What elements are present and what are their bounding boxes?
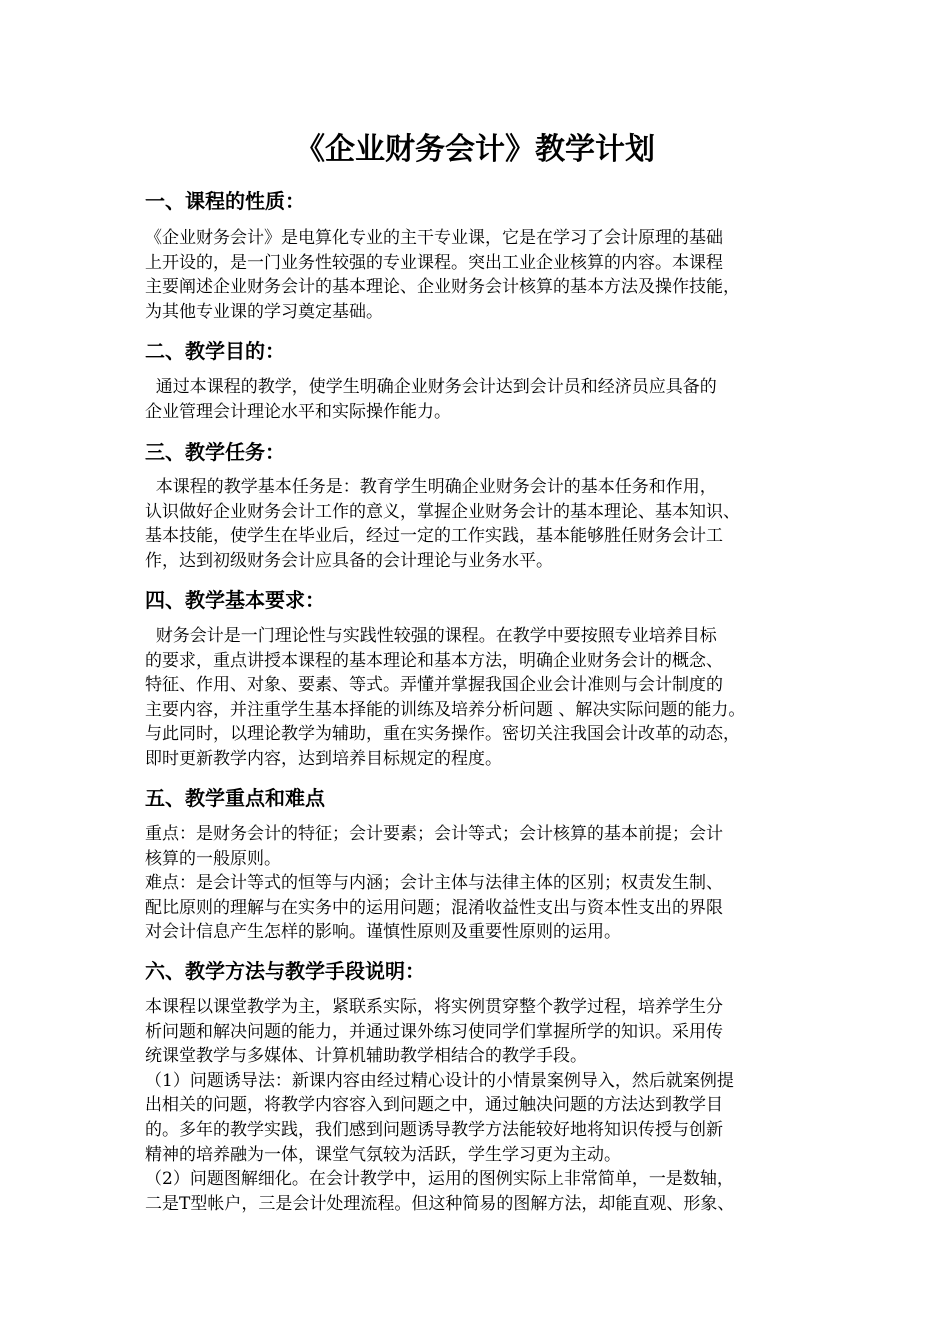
text-line: 配比原则的理解与在实务中的运用问题；混淆收益性支出与资本性支出的界限 <box>145 897 723 918</box>
text-line: 与此同时，以理论教学为辅助，重在实务操作。密切关注我国会计改革的动态， <box>145 724 740 745</box>
text-line: 主要内容，并注重学生基本择能的训练及培养分析问题 、解决实际问题的能力。 <box>145 699 746 720</box>
section-heading-requirements: 四、教学基本要求： <box>145 588 325 612</box>
section-body-requirements <box>145 624 825 772</box>
text-line: 对会计信息产生怎样的影响。谨慎性原则及重要性原则的运用。 <box>145 922 621 943</box>
text-line: 通过本课程的教学，使学生明确企业财务会计达到会计员和经济员应具备的 <box>145 377 717 397</box>
text-line: 核算的一般原则。 <box>145 848 281 869</box>
text-line: 认识做好企业财务会计工作的意义，掌握企业财务会计的基本理论、基本知识、 <box>145 501 740 522</box>
text-line: （2）问题图解细化。在会计教学中，运用的图例实际上非常简单，一是数轴， <box>145 1169 734 1190</box>
text-line: 统课堂教学与多媒体、计算机辅助教学相结合的教学手段。 <box>145 1046 587 1067</box>
text-line: 本课程的教学基本任务是：教育学生明确企业财务会计的基本任务和作用， <box>145 477 717 497</box>
text-line: 基本技能，使学生在毕业后，经过一定的工作实践，基本能够胜任财务会计工 <box>145 526 723 547</box>
text-line: （1）问题诱导法：新课内容由经过精心设计的小情景案例导入，然后就案例提 <box>145 1070 734 1091</box>
section-heading-key-points: 五、教学重点和难点 <box>145 786 325 810</box>
text-line: 特征、作用、对象、要素、等式。弄懂并掌握我国企业会计准则与会计制度的 <box>145 675 723 696</box>
section-heading-purpose: 二、教学目的： <box>145 339 285 363</box>
text-line: 出相关的问题，将教学内容容入到问题之中，通过触决问题的方法达到教学目 <box>145 1095 723 1116</box>
text-line: 的。多年的教学实践，我们感到问题诱导教学方法能较好地将知识传授与创新 <box>145 1119 723 1140</box>
text-line: 二是T型帐户，三是会计处理流程。但这种简易的图解方法，却能直观、形象、 <box>145 1193 735 1214</box>
text-line: 企业管理会计理论水平和实际操作能力。 <box>145 401 451 422</box>
text-line: 精神的培养融为一体，课堂气氛较为活跃，学生学习更为主动。 <box>145 1144 621 1165</box>
section-heading-methods: 六、教学方法与教学手段说明： <box>145 959 425 983</box>
text-line: 本课程以课堂教学为主，紧联系实际，将实例贯穿整个教学过程，培养学生分 <box>145 997 723 1017</box>
section-body-nature <box>145 226 825 324</box>
text-line: 《企业财务会计》是电算化专业的主干专业课，它是在学习了会计原理的基础 <box>145 228 723 248</box>
text-line: 主要阐述企业财务会计的基本理论、企业财务会计核算的基本方法及操作技能， <box>145 277 740 298</box>
section-heading-nature: 一、课程的性质： <box>145 189 305 213</box>
section-body-key-points <box>145 822 825 945</box>
document-title: 《企业财务会计》教学计划 <box>295 132 655 167</box>
section-body-methods <box>145 995 825 1216</box>
text-line: 上开设的，是一门业务性较强的专业课程。突出工业企业核算的内容。本课程 <box>145 252 723 273</box>
text-line: 即时更新教学内容，达到培养目标规定的程度。 <box>145 748 502 769</box>
text-line: 的要求，重点讲授本课程的基本理论和基本方法，明确企业财务会计的概念、 <box>145 650 723 671</box>
text-line: 作，达到初级财务会计应具备的会计理论与业务水平。 <box>145 550 553 571</box>
section-body-purpose <box>145 375 825 424</box>
text-line: 析问题和解决问题的能力，并通过课外练习使同学们掌握所学的知识。采用传 <box>145 1021 723 1042</box>
section-heading-tasks: 三、教学任务： <box>145 440 285 464</box>
text-line: 为其他专业课的学习奠定基础。 <box>145 301 383 322</box>
text-line: 难点：是会计等式的恒等与内涵；会计主体与法律主体的区别；权责发生制、 <box>145 873 723 894</box>
section-body-tasks <box>145 475 825 573</box>
text-line: 重点：是财务会计的特征；会计要素；会计等式；会计核算的基本前提；会计 <box>145 824 723 844</box>
text-line: 财务会计是一门理论性与实践性较强的课程。在教学中要按照专业培养目标 <box>145 626 717 646</box>
